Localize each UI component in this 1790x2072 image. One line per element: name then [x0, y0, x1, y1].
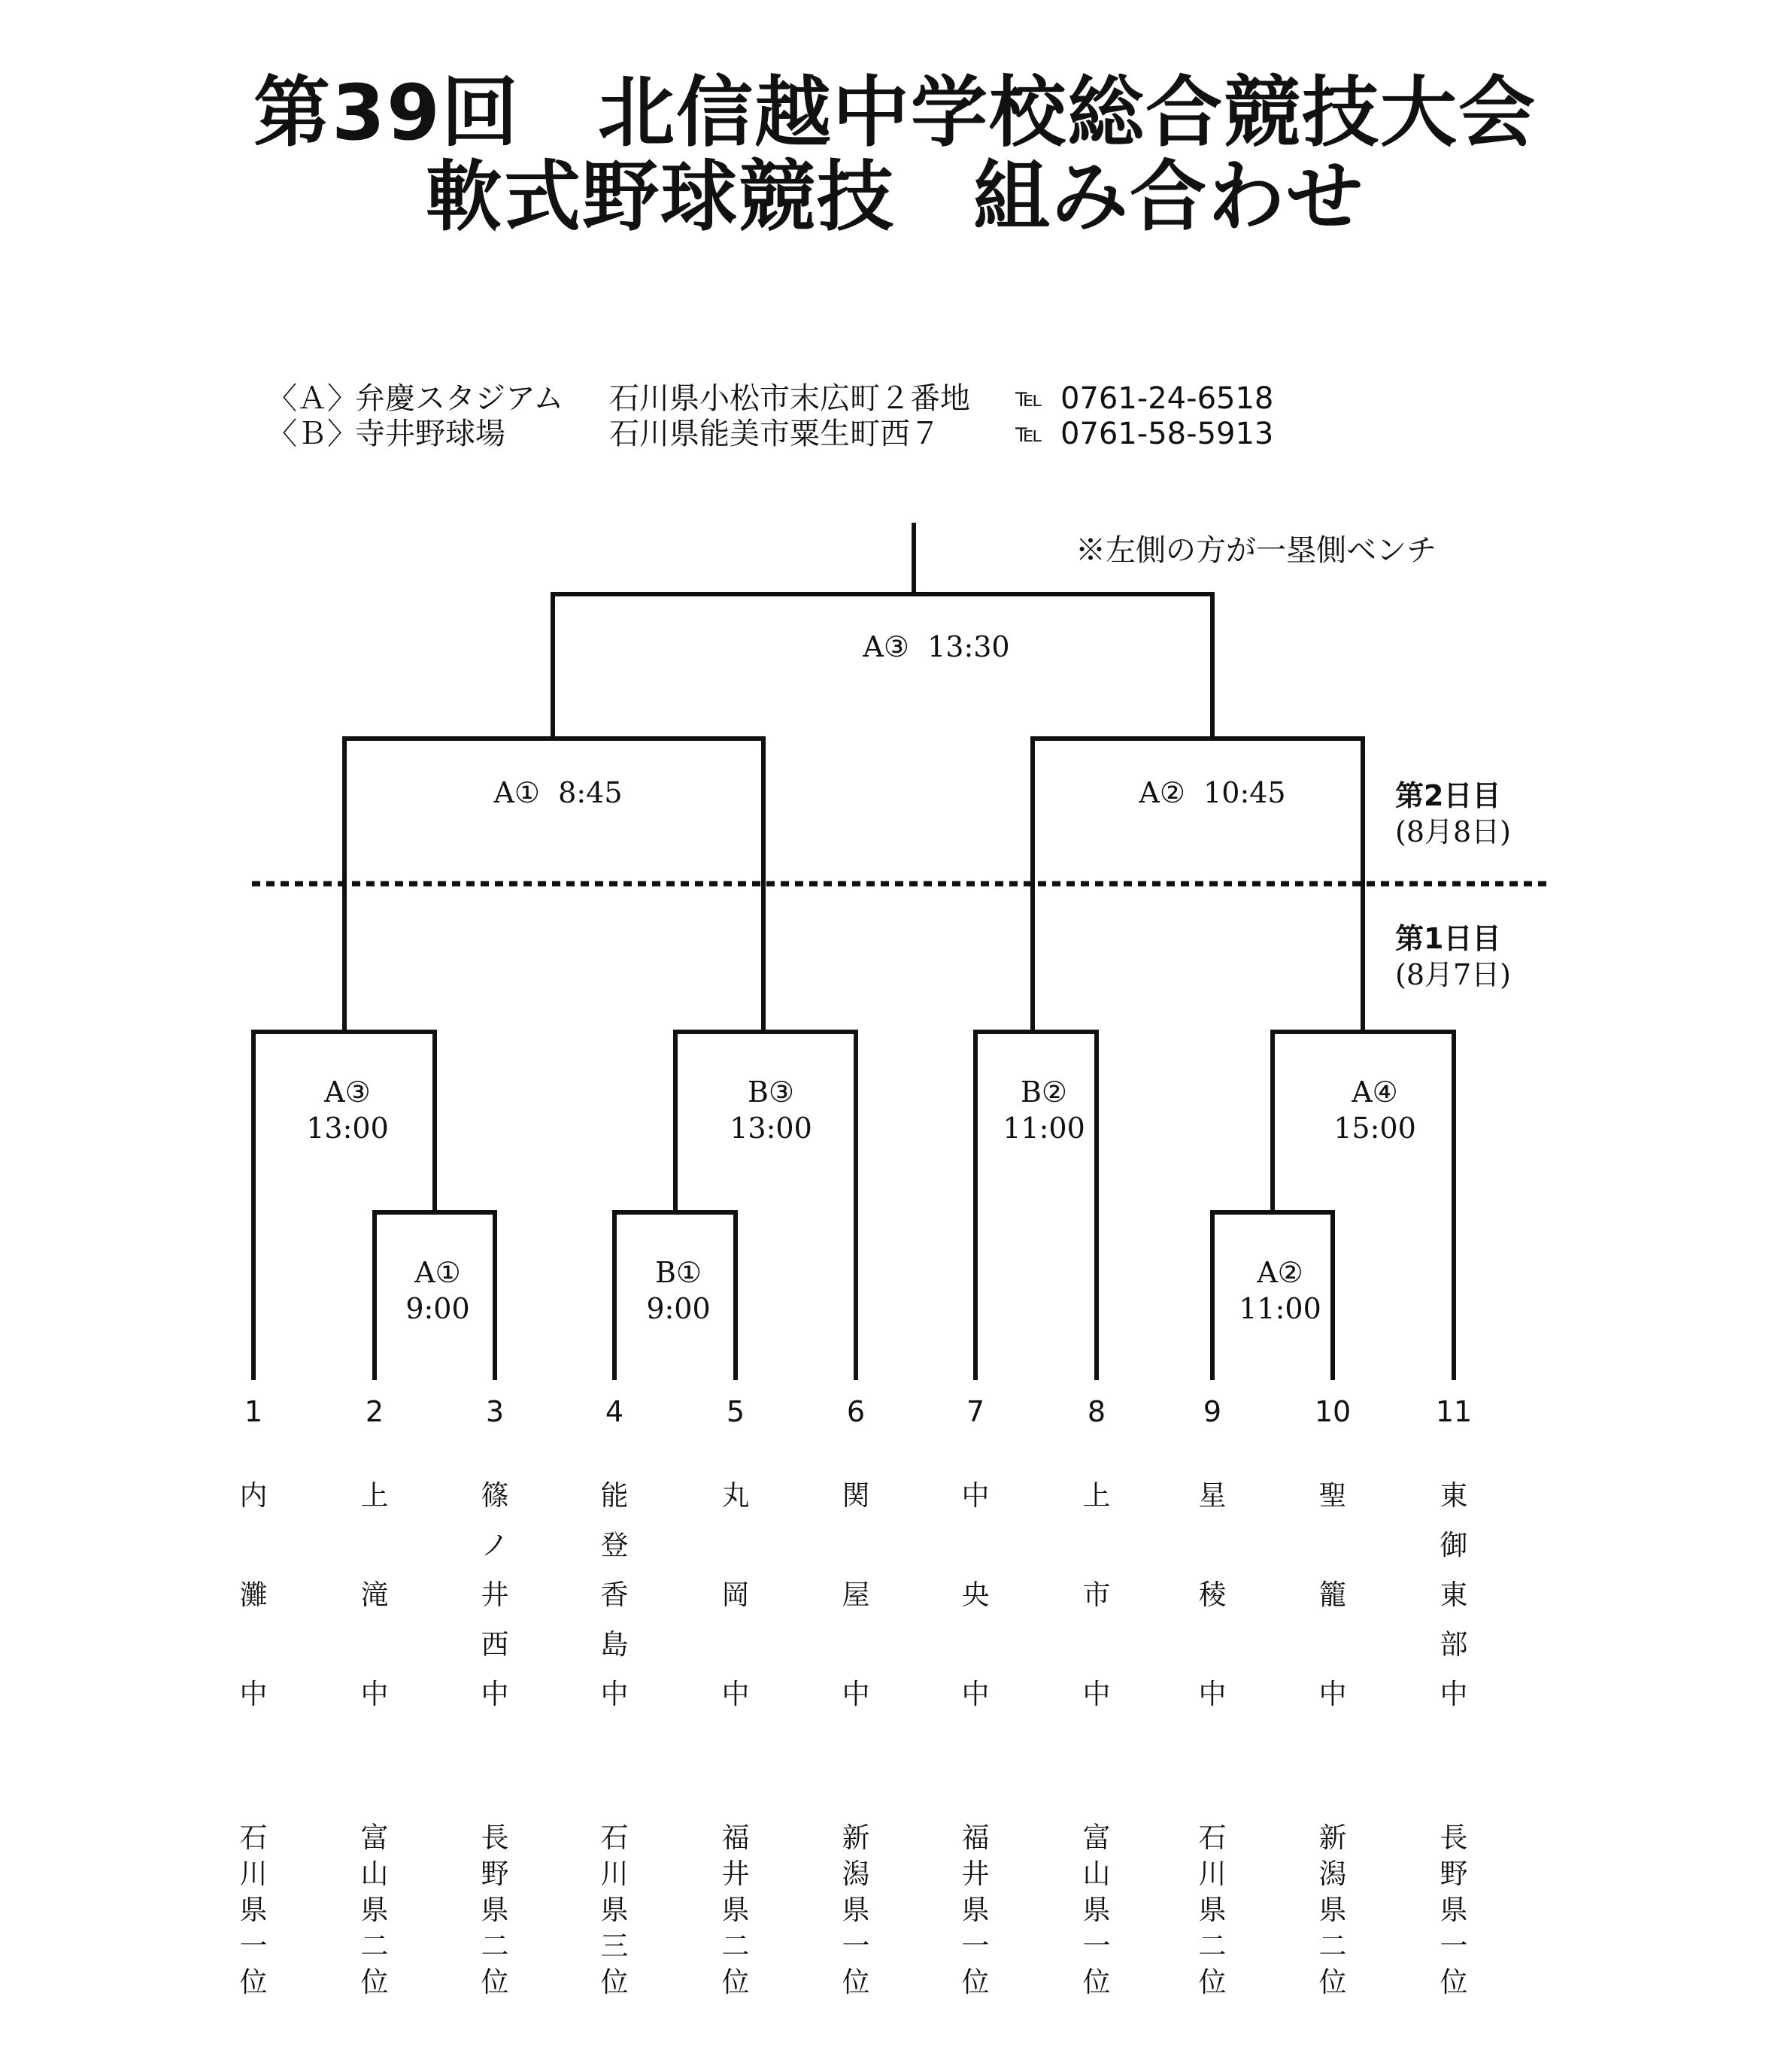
team-name-char: 内: [239, 1479, 268, 1512]
game-r1-a3-label: [306, 1074, 389, 1146]
team-rank-char: 県: [1082, 1894, 1111, 1926]
game-r0-a1-label: [405, 1254, 469, 1327]
team-rank-char: 位: [600, 1966, 629, 1998]
team-seed-2: 2: [365, 1395, 384, 1428]
day2-label: 第2日目: [1395, 779, 1501, 812]
team-qualification-6: [842, 1820, 870, 2001]
game-r0-b1-label: [646, 1254, 710, 1327]
game-semi-left-venue: A①: [493, 776, 540, 809]
team-name-char: 東: [1440, 1479, 1468, 1512]
game-r1-b3-label: [730, 1074, 812, 1146]
team-qualification-11: [1440, 1820, 1468, 2001]
team-name-char: 上: [360, 1479, 389, 1512]
team-name-6: [842, 1471, 870, 1719]
team-rank-char: 川: [1198, 1858, 1227, 1890]
game-r0-a1-time: 9:00: [405, 1292, 470, 1325]
team-rank-char: 川: [239, 1858, 268, 1890]
team-rank-char: 位: [1082, 1966, 1111, 1998]
game-final-time: 13:30: [927, 630, 1010, 663]
team-rank-char: 位: [1198, 1966, 1227, 1998]
team-name-char: 中: [842, 1678, 870, 1710]
team-seed-5: 5: [726, 1395, 745, 1428]
day2-date: (8月8日): [1395, 815, 1512, 848]
game-r1-a4-venue: A④: [1352, 1075, 1398, 1109]
game-r1-b3-time: 13:00: [730, 1112, 812, 1145]
team-rank-char: 県: [600, 1894, 629, 1926]
team-rank-char: 長: [481, 1822, 509, 1854]
team-name-char: 屋: [842, 1579, 870, 1611]
team-name-1: [240, 1471, 268, 1719]
team-rank-char: 一: [842, 1930, 870, 1962]
team-name-char: ノ: [481, 1529, 509, 1561]
game-r1-b2-time: 11:00: [1003, 1112, 1085, 1145]
team-seed-4: 4: [605, 1395, 624, 1428]
team-name-2: [361, 1471, 389, 1719]
team-name-8: [1083, 1471, 1111, 1719]
team-rank-char: 二: [481, 1930, 509, 1962]
team-rank-char: 二: [1318, 1930, 1347, 1962]
team-qualification-7: [962, 1820, 990, 2001]
team-rank-char: 一: [1440, 1930, 1468, 1962]
team-seed-3: 3: [485, 1395, 505, 1428]
team-name-char: 中: [239, 1678, 268, 1710]
game-semi-right-label: [1139, 775, 1285, 811]
team-rank-char: 二: [1198, 1930, 1227, 1962]
team-name-char: 中: [481, 1678, 509, 1710]
team-name-char: 東: [1440, 1579, 1468, 1611]
venue-a-address: 石川県小松市末広町２番地: [609, 381, 970, 416]
team-qualification-9: [1199, 1820, 1227, 2001]
game-semi-left-time: 8:45: [558, 776, 623, 809]
team-name-10: [1319, 1471, 1347, 1719]
team-rank-char: 県: [481, 1894, 509, 1926]
team-rank-char: 福: [961, 1822, 990, 1854]
team-name-5: [722, 1471, 750, 1719]
game-r1-b3-venue: B③: [747, 1075, 794, 1109]
bracket-final: [553, 594, 1212, 739]
team-name-char: 関: [842, 1479, 870, 1512]
team-rank-char: 県: [721, 1894, 750, 1926]
team-name-11: [1440, 1471, 1468, 1719]
game-r1-b2-venue: B②: [1020, 1075, 1067, 1109]
team-seed-11: 11: [1435, 1395, 1473, 1428]
team-name-char: 中: [1318, 1678, 1347, 1710]
team-rank-char: 井: [961, 1858, 990, 1890]
game-r1-a4-label: [1333, 1074, 1416, 1146]
game-semi-right-time: 10:45: [1203, 776, 1286, 809]
day1-label: 第1日目: [1395, 922, 1501, 955]
team-seed-7: 7: [966, 1395, 985, 1428]
venue-a-tel-label: ℡: [1015, 383, 1043, 413]
game-semi-right-venue: A②: [1139, 776, 1185, 809]
team-qualification-3: [481, 1820, 509, 2001]
venue-b-name: 寺井野球場: [355, 417, 505, 451]
team-qualification-4: [601, 1820, 629, 2001]
team-seed-8: 8: [1087, 1395, 1106, 1428]
team-rank-char: 位: [481, 1966, 509, 1998]
team-rank-char: 石: [239, 1822, 268, 1854]
team-rank-char: 山: [360, 1858, 389, 1890]
venue-a-name: 弁慶スタジアム: [355, 381, 564, 416]
day1-date: (8月7日): [1395, 957, 1512, 991]
team-name-char: 籠: [1318, 1579, 1347, 1611]
team-name-char: 西: [481, 1628, 509, 1661]
game-r1-a3-time: 13:00: [306, 1112, 389, 1145]
team-rank-char: 県: [842, 1894, 870, 1926]
team-rank-char: 潟: [842, 1858, 870, 1890]
game-r1-a4-time: 15:00: [1333, 1112, 1416, 1145]
team-name-char: 御: [1440, 1529, 1468, 1561]
game-r0-b1-venue: B①: [655, 1256, 702, 1289]
team-name-char: 能: [600, 1479, 629, 1512]
team-name-char: 中: [1198, 1678, 1227, 1710]
team-name-char: 篠: [481, 1479, 509, 1512]
venue-b-tel-label: ℡: [1015, 418, 1043, 448]
team-name-char: 中: [360, 1678, 389, 1710]
game-r0-a2-label: [1239, 1254, 1321, 1327]
team-rank-char: 県: [1318, 1894, 1347, 1926]
game-r1-b2-label: [1003, 1074, 1085, 1146]
team-rank-char: 長: [1440, 1822, 1468, 1854]
team-name-char: 中: [961, 1479, 990, 1512]
team-rank-char: 川: [600, 1858, 629, 1890]
team-rank-char: 二: [360, 1930, 389, 1962]
team-qualification-1: [240, 1820, 268, 2001]
team-name-4: [601, 1471, 629, 1719]
team-rank-char: 位: [721, 1966, 750, 1998]
team-name-char: 中: [1440, 1678, 1468, 1710]
team-name-char: 中: [1082, 1678, 1111, 1710]
team-name-char: 中: [961, 1678, 990, 1710]
team-name-char: 聖: [1318, 1479, 1347, 1512]
team-rank-char: 県: [1440, 1894, 1468, 1926]
team-name-char: 香: [600, 1579, 629, 1611]
team-qualification-8: [1083, 1820, 1111, 2001]
team-rank-char: 富: [360, 1822, 389, 1854]
team-qualification-2: [361, 1820, 389, 2001]
team-name-9: [1199, 1471, 1227, 1719]
team-rank-char: 位: [360, 1966, 389, 1998]
team-rank-char: 石: [1198, 1822, 1227, 1854]
team-rank-char: 富: [1082, 1822, 1111, 1854]
team-name-char: 星: [1198, 1479, 1227, 1512]
team-name-char: 部: [1440, 1628, 1468, 1661]
team-rank-char: 県: [360, 1894, 389, 1926]
team-seed-6: 6: [846, 1395, 866, 1428]
game-r0-a2-venue: A②: [1257, 1256, 1303, 1289]
team-seed-1: 1: [244, 1395, 263, 1428]
game-r0-b1-time: 9:00: [646, 1292, 711, 1325]
team-name-char: 丸: [721, 1479, 750, 1512]
team-rank-char: 新: [842, 1822, 870, 1854]
team-qualification-10: [1319, 1820, 1347, 2001]
venue-b-code: 〈Ｂ〉: [267, 417, 357, 451]
team-rank-char: 位: [842, 1966, 870, 1998]
team-rank-char: 一: [961, 1930, 990, 1962]
team-rank-char: 潟: [1318, 1858, 1347, 1890]
team-rank-char: 三: [600, 1930, 629, 1962]
venue-b-address: 石川県能美市粟生町西７: [609, 417, 940, 451]
team-name-char: 中: [721, 1678, 750, 1710]
team-rank-char: 一: [239, 1930, 268, 1962]
team-rank-char: 二: [721, 1930, 750, 1962]
team-rank-char: 井: [721, 1858, 750, 1890]
team-name-char: 島: [600, 1628, 629, 1661]
game-final-venue: A③: [863, 630, 909, 663]
team-name-char: 灘: [239, 1579, 268, 1611]
team-rank-char: 県: [961, 1894, 990, 1926]
venue-a-code: 〈Ａ〉: [267, 381, 357, 416]
team-name-7: [962, 1471, 990, 1719]
team-rank-char: 位: [961, 1966, 990, 1998]
page-title-line1: 第39回 北信越中学校総合競技大会: [253, 68, 1537, 158]
team-rank-char: 県: [1198, 1894, 1227, 1926]
team-rank-char: 県: [239, 1894, 268, 1926]
team-rank-char: 位: [1440, 1966, 1468, 1998]
venue-a-tel: 0761-24-6518: [1060, 381, 1274, 416]
team-name-char: 上: [1082, 1479, 1111, 1512]
team-name-char: 央: [961, 1579, 990, 1611]
team-qualification-5: [722, 1820, 750, 2001]
team-rank-char: 位: [239, 1966, 268, 1998]
team-name-char: 滝: [360, 1579, 389, 1611]
game-semi-left-label: [493, 775, 622, 811]
team-rank-char: 石: [600, 1822, 629, 1854]
page-title-line2: 軟式野球競技 組み合わせ: [426, 153, 1364, 242]
bench-note: ※左側の方が一塁側ベンチ: [1076, 533, 1437, 568]
game-final-label: [863, 629, 1009, 665]
team-name-char: 井: [481, 1579, 509, 1611]
team-name-char: 岡: [721, 1579, 750, 1611]
game-r0-a2-time: 11:00: [1239, 1292, 1321, 1325]
team-name-char: 市: [1082, 1579, 1111, 1611]
team-name-char: 中: [600, 1678, 629, 1710]
game-r0-a1-venue: A①: [414, 1256, 461, 1289]
team-name-char: 稜: [1198, 1579, 1227, 1611]
team-rank-char: 野: [481, 1858, 509, 1890]
team-rank-char: 野: [1440, 1858, 1468, 1890]
team-rank-char: 山: [1082, 1858, 1111, 1890]
team-rank-char: 福: [721, 1822, 750, 1854]
team-rank-char: 位: [1318, 1966, 1347, 1998]
team-rank-char: 新: [1318, 1822, 1347, 1854]
team-rank-char: 一: [1082, 1930, 1111, 1962]
game-r1-a3-venue: A③: [324, 1075, 371, 1109]
venue-b-tel: 0761-58-5913: [1060, 417, 1274, 451]
team-name-3: [481, 1471, 509, 1719]
team-seed-9: 9: [1203, 1395, 1222, 1428]
team-name-char: 登: [600, 1529, 629, 1561]
team-seed-10: 10: [1314, 1395, 1352, 1428]
